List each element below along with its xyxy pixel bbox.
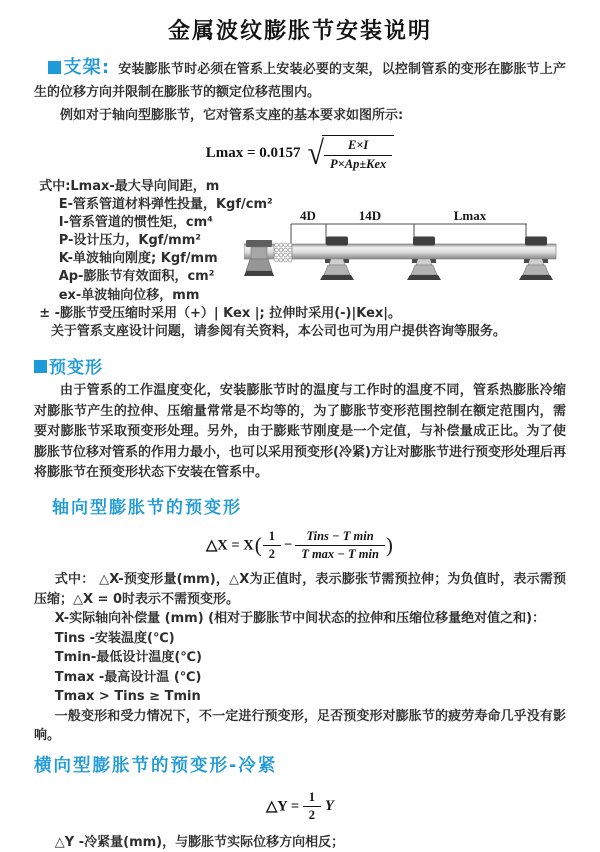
- support-example-line: 例如对于轴向型膨胀节，它对管系支座的基本要求如图所示:: [60, 108, 404, 124]
- lmax-formula-lhs: Lmax = 0.0157: [205, 145, 301, 162]
- definition-line: ex-单波轴向位移，mm: [58, 287, 200, 303]
- pipe-support-diagram-svg: [244, 207, 596, 302]
- fraction-numerator: Tins − T min: [306, 528, 374, 543]
- lateral-subheading: 横向型膨胀节的预变形-冷紧: [34, 755, 278, 776]
- lmax-fraction: [324, 138, 392, 172]
- lateral-note: △Y -冷紧量(mm)，与膨胀节实际位移方向相反；: [54, 834, 345, 850]
- fraction-numerator: 1: [268, 528, 275, 543]
- section-marker-icon: [48, 61, 61, 74]
- lateral-formula: [34, 790, 566, 824]
- pipe-support-diagram: [244, 207, 596, 302]
- square-root: [308, 135, 395, 172]
- dimension-label-4d: 4D: [300, 208, 316, 223]
- support-consulting-note: 关于管系支座设计问题，请参阅有关资料，本公司也可为用户提供咨询等服务。: [50, 324, 506, 339]
- definition-line: E-管系管道材料弹性投量，Kgf/cm²: [58, 196, 273, 212]
- note-line: Tmax -最高设计温 (℃): [54, 669, 202, 685]
- fraction-denominator: 2: [263, 545, 281, 563]
- definition-line: K-单波轴向刚度; Kgf/mm: [58, 251, 218, 267]
- radicand: [322, 135, 394, 172]
- radical-sign: √: [307, 135, 324, 173]
- note-line: Tmin-最低设计温度(℃): [54, 650, 202, 666]
- document-page: [0, 14, 600, 852]
- dimension-label-lmax: Lmax: [453, 208, 487, 223]
- dimension-label-14d: 14D: [358, 208, 382, 223]
- predeform-paragraph: 由于管系的工作温度变化，安装膨胀节时的温度与工作时的温度不同，管系热膨胀冷缩对膨胀节产生的拉伸、压缩量常常是不均等的，为了膨胀节变形范围控制在额定范围内，需要对膨胀节采取预变形处理。另外，由于膨账节刚度是一个定值，与补偿量成正比。为了使膨胀节位移对管系的作用力最小，也可以采用预变形(冷紧)方让对膨胀节进行预变形处理后再将膨胀节在预变形状态下安装在管系中。: [34, 383, 566, 481]
- definition-line: P-设计压力，Kgf/mm²: [58, 233, 201, 249]
- support-section-heading: 支架:: [63, 57, 111, 78]
- note-line: 式中： △X-预变形量(mm)，△X为正值时，表示膨张节需预拉伸；为负值时，表示需预压缩；△X = 0时表示不需预变形。: [34, 572, 566, 607]
- lmax-fraction-numerator: E×I: [347, 138, 369, 153]
- bellows-icon: [275, 243, 292, 262]
- lmax-formula: [34, 135, 566, 172]
- axial-formula-lhs: △X = X: [206, 537, 254, 554]
- close-paren: ): [385, 533, 393, 558]
- definition-line: I-管系管道的惯性矩，cm⁴: [58, 214, 213, 230]
- open-paren: (: [254, 533, 262, 558]
- lmax-fraction-denominator: P×Ap±Kex: [324, 155, 392, 173]
- axial-notes-list: [34, 570, 566, 746]
- note-line: Tins -安装温度(℃): [54, 630, 175, 646]
- definition-line: 式中:Lmax-最大导向间距，m: [39, 178, 220, 194]
- support-intro-text: 安装膨胀节时必须在管系上安装必要的支架，以控制管系的变形在膨胀节上产生的位移方向并限制在膨胀节的额定位移范围内。: [34, 62, 566, 101]
- predeform-section-heading: [34, 353, 566, 378]
- axial-subheading: 轴向型膨胀节的预变形: [52, 497, 242, 518]
- one-half-fraction: [303, 790, 321, 824]
- note-line: X-实际轴向补偿量 (mm) (相对于膨胀节中间状态的拉伸和压缩位移量绝对值之和)：: [54, 611, 546, 627]
- page-title: 金属波纹膨胀节安装说明: [167, 19, 432, 44]
- section-marker-icon: [34, 360, 47, 373]
- definition-line: Ap-膨胀节有效面积，cm²: [58, 269, 215, 285]
- pipe: [292, 244, 556, 259]
- note-line: Tmax > Tins ≥ Tmin: [54, 689, 201, 705]
- minus-sign: −: [283, 537, 293, 554]
- support-intro-paragraph: [34, 53, 566, 103]
- lateral-formula-lhs: △Y =: [266, 798, 300, 815]
- fraction-numerator: 1: [308, 789, 315, 804]
- fraction-denominator: 2: [303, 806, 321, 824]
- note-line: 一般变形和受力情况下，不一定进行预变形，足否预变形对膨胀节的疲劳寿命几乎没有影响。: [34, 708, 566, 744]
- one-half-fraction: [263, 529, 281, 563]
- axial-formula: [34, 529, 566, 563]
- temperature-fraction: [295, 529, 385, 563]
- predeform-heading-text: 预变形: [49, 358, 103, 379]
- definition-line: ± -膨胀节受压缩时采用（+）| Kex |; 拉伸时采用(-)|Kex|。: [39, 305, 402, 321]
- lateral-formula-rhs: Y: [325, 798, 334, 815]
- fraction-denominator: T max − T min: [295, 545, 385, 563]
